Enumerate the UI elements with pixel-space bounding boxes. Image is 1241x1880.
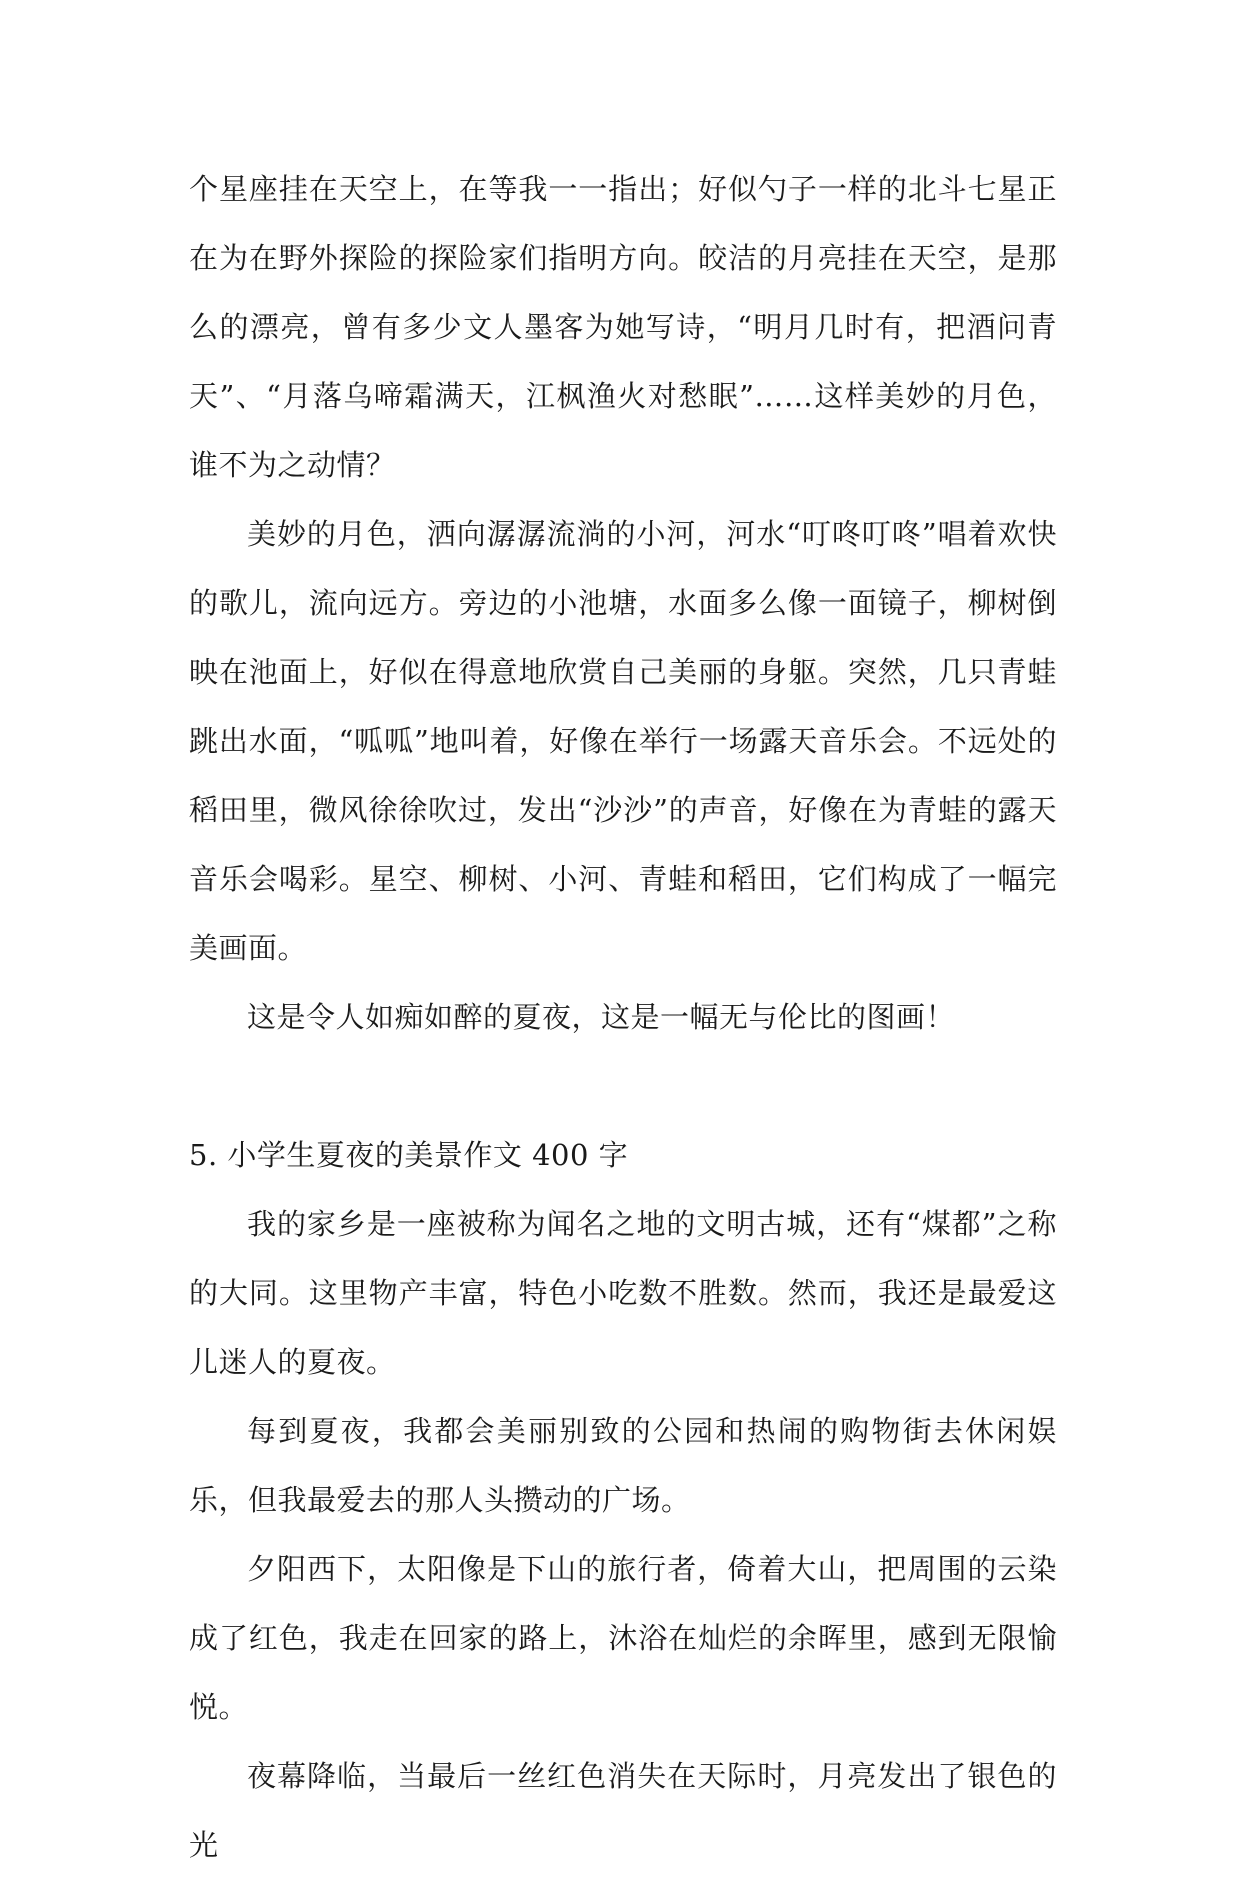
document-body bbox=[189, 155, 1057, 1880]
section-heading: 5. 小学生夏夜的美景作文 400 字 bbox=[189, 1138, 629, 1172]
paragraph-moonlight-river: 美妙的月色，洒向潺潺流淌的小河，河水“叮咚叮咚”唱着欢快的歌儿，流向远方。旁边的小池塘，水面多么像一面镜子，柳树倒映在池面上，好似在得意地欣赏自己美丽的身躯。突然，几只青蛙跳出水面，“呱呱”地叫着，好像在举行一场露天音乐会。不远处的稻田里，微风徐徐吹过，发出“沙沙”的声音，好像在为青蛙的露天音乐会喝彩。星空、柳树、小河、青蛙和稻田，它们构成了一幅完美画面。 bbox=[189, 517, 1057, 965]
paragraph-hometown: 我的家乡是一座被称为闻名之地的文明古城，还有“煤都”之称的大同。这里物产丰富，特色小吃数不胜数。然而，我还是最爱这儿迷人的夏夜。 bbox=[189, 1207, 1057, 1379]
paragraph-continuation: 个星座挂在天空上，在等我一一指出；好似勺子一样的北斗七星正在为在野外探险的探险家们指明方向。皎洁的月亮挂在天空，是那么的漂亮，曾有多少文人墨客为她写诗，“明月几时有，把酒问青天”、“月落乌啼霜满天，江枫渔火对愁眠”……这样美妙的月色，谁不为之动情？ bbox=[189, 172, 1057, 482]
paragraph-sunset: 夕阳西下，太阳像是下山的旅行者，倚着大山，把周围的云染成了红色，我走在回家的路上，沐浴在灿烂的余晖里，感到无限愉悦。 bbox=[189, 1552, 1057, 1724]
paragraph-summer-night-outings: 每到夏夜，我都会美丽别致的公园和热闹的购物街去休闲娱乐，但我最爱去的那人头攒动的广场。 bbox=[189, 1414, 1057, 1517]
paragraph-closing: 这是令人如痴如醉的夏夜，这是一幅无与伦比的图画！ bbox=[247, 1000, 956, 1034]
paragraph-nightfall: 夜幕降临，当最后一丝红色消失在天际时，月亮发出了银色的光 bbox=[189, 1759, 1057, 1862]
